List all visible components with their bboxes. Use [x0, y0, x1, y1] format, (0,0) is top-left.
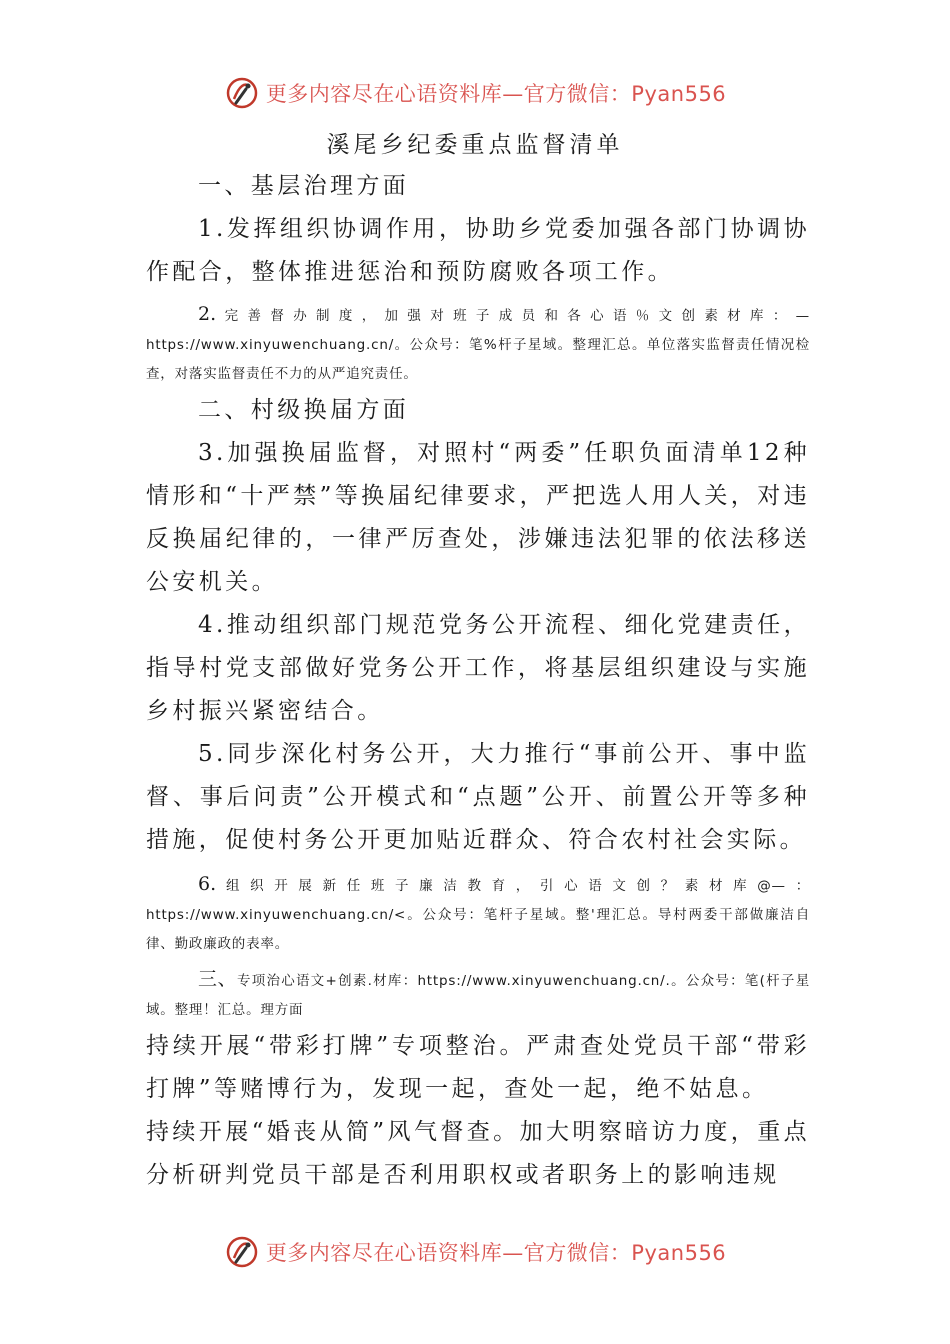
document-title: 溪尾乡纪委重点监督清单: [326, 132, 624, 158]
paragraph-item-5: 5.同步深化村务公开，大力推行“事前公开、事中监督、事后问责”公开模式和“点题”公开、前置公开等多种措施，促使村务公开更加贴近群众、符合农村社会实际。: [146, 741, 810, 853]
section-3-prefix: 三、: [198, 968, 237, 990]
brand-logo-icon: [224, 1234, 260, 1270]
item-2-text: 完善督办制度，加强对班子成员和各心语％文创素材库：—https://www.xinyuwenchuang.cn/。公众号：笔%杆子星域。整理汇总。单位落实监督责任情况检查，对落实监督责任不力的从严追究责任。: [146, 308, 810, 382]
section-3-text: 专项治心语文+创素.材库：https://www.xinyuwenchuang.cn/.。公众号：笔(杆子星域。整理！汇总。理方面: [146, 973, 810, 1018]
paragraph-item-2: [146, 300, 810, 389]
paragraph-item-3: 3.加强换届监督，对照村“两委”任职负面清单12种情形和“十严禁”等换届纪律要求，严把选人用人关，对违反换届纪律的，一律严厉查处，涉嫌违法犯罪的依法移送公安机关。: [146, 440, 810, 595]
item-6-number: 6.: [198, 873, 217, 895]
section-heading-2: 二、村级换届方面: [198, 397, 410, 423]
watermark-text: 更多内容尽在心语资料库—官方微信：Pyan556: [265, 1241, 727, 1265]
item-2-number: 2.: [198, 303, 217, 325]
item-6-text: 组织开展新任班子廉洁教育，引心语文创？素材库@—：https://www.xinyuwenchuang.cn/<。公众号：笔杆子星域。整'理汇总。导村两委干部做廉洁自律、勤政廉政的表率。: [146, 878, 810, 952]
section-heading-1: 一、基层治理方面: [198, 173, 410, 199]
watermark-banner-bottom: [0, 1232, 950, 1272]
paragraph-item-8: 持续开展“婚丧从简”风气督查。加大明察暗访力度，重点分析研判党员干部是否利用职权或者职务上的影响违规: [146, 1119, 810, 1188]
document-body: [146, 165, 810, 1197]
watermark-text: 更多内容尽在心语资料库—官方微信：Pyan556: [265, 82, 727, 106]
paragraph-item-4: 4.推动组织部门规范党务公开流程、细化党建责任，指导村党支部做好党务公开工作，将基层组织建设与实施乡村振兴紧密结合。: [146, 612, 810, 724]
watermark-banner-top: [0, 73, 950, 113]
brand-logo-icon: [224, 75, 260, 111]
paragraph-item-7: 持续开展“带彩打牌”专项整治。严肃查处党员干部“带彩打牌”等赌博行为，发现一起，查处一起，绝不姑息。: [146, 1033, 810, 1102]
paragraph-item-1: 1.发挥组织协调作用，协助乡党委加强各部门协调协作配合，整体推进惩治和预防腐败各项工作。: [146, 216, 810, 285]
paragraph-item-6: [146, 870, 810, 959]
section-heading-3: [146, 965, 810, 1025]
